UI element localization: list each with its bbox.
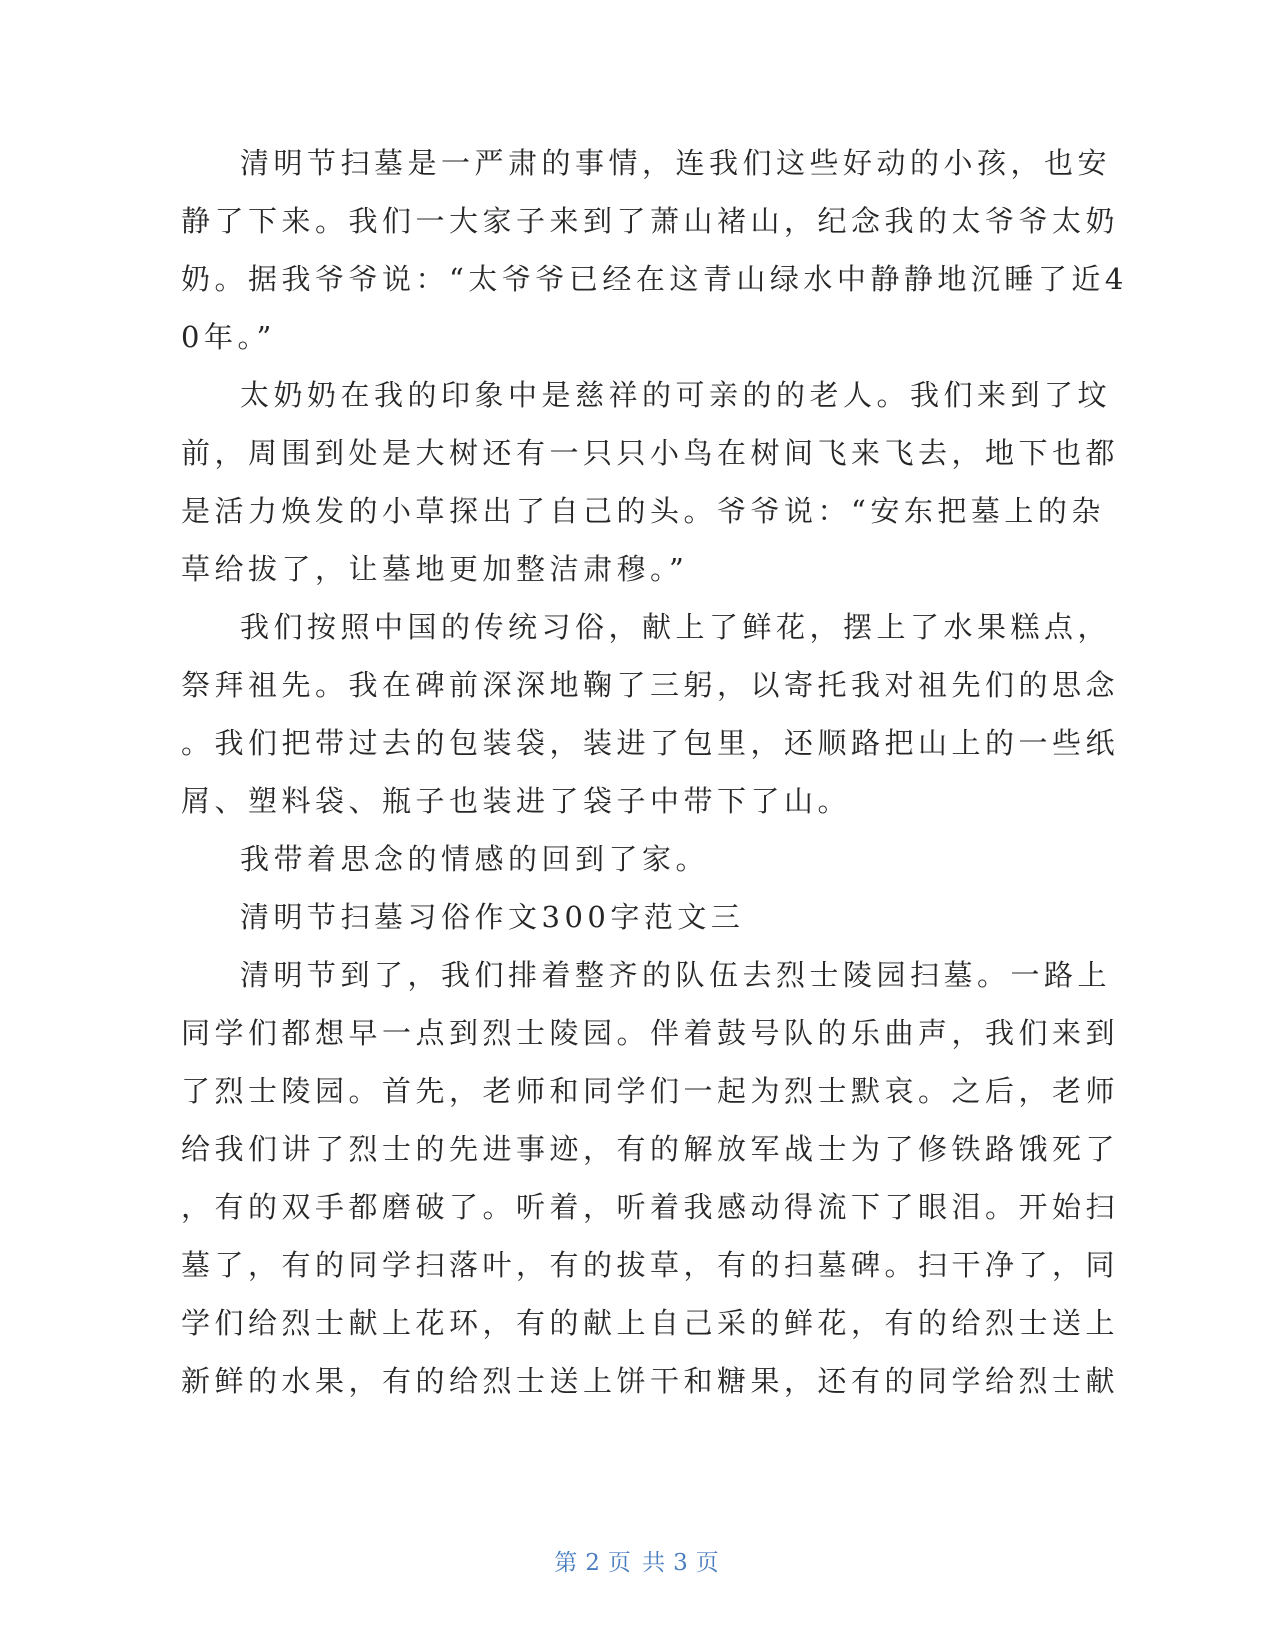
text-line: 草给拔了，让墓地更加整洁肃穆。”	[181, 552, 689, 586]
text-line: 同学们都想早一点到烈士陵园。伴着鼓号队的乐曲声，我们来到	[181, 1016, 1120, 1050]
text-line: ，有的双手都磨破了。听着，听着我感动得流下了眼泪。开始扫	[181, 1190, 1120, 1224]
text-line: 我们按照中国的传统习俗，献上了鲜花，摆上了水果糕点，	[240, 610, 1112, 644]
text-line: 0年。”	[181, 320, 276, 354]
footer-middle: 页 共	[607, 1550, 668, 1576]
text-line: 学们给烈士献上花环，有的献上自己采的鲜花，有的给烈士送上	[181, 1306, 1120, 1340]
text-line: 是活力焕发的小草探出了自己的头。爷爷说：“安东把墓上的杂	[181, 494, 1105, 528]
total-pages: 3	[673, 1550, 690, 1576]
text-line: 奶。据我爷爷说：“太爷爷已经在这青山绿水中静静地沉睡了近4	[181, 262, 1128, 296]
text-line: 太奶奶在我的印象中是慈祥的可亲的的老人。我们来到了坟	[240, 378, 1112, 412]
text-line: 给我们讲了烈士的先进事迹，有的解放军战士为了修铁路饿死了	[181, 1132, 1120, 1166]
text-line: 祭拜祖先。我在碑前深深地鞠了三躬，以寄托我对祖先们的思念	[181, 668, 1120, 702]
footer-suffix: 页	[695, 1550, 721, 1576]
text-line: 墓了，有的同学扫落叶，有的拔草，有的扫墓碑。扫干净了，同	[181, 1248, 1120, 1282]
text-line: 清明节到了，我们排着整齐的队伍去烈士陵园扫墓。一路上	[240, 958, 1112, 992]
text-line: 。我们把带过去的包装袋，装进了包里，还顺路把山上的一些纸	[181, 726, 1120, 760]
page-footer	[0, 1544, 1275, 1577]
text-line: 了烈士陵园。首先，老师和同学们一起为烈士默哀。之后，老师	[181, 1074, 1120, 1108]
text-line: 前，周围到处是大树还有一只只小鸟在树间飞来飞去，地下也都	[181, 436, 1120, 470]
text-line: 我带着思念的情感的回到了家。	[240, 842, 710, 876]
text-line: 屑、塑料袋、瓶子也装进了袋子中带下了山。	[181, 784, 852, 818]
text-line: 静了下来。我们一大家子来到了萧山褚山，纪念我的太爷爷太奶	[181, 204, 1120, 238]
text-line: 新鲜的水果，有的给烈士送上饼干和糖果，还有的同学给烈士献	[181, 1364, 1120, 1398]
footer-prefix: 第	[554, 1550, 580, 1576]
section-heading: 清明节扫墓习俗作文300字范文三	[240, 900, 745, 934]
text-line: 清明节扫墓是一严肃的事情，连我们这些好动的小孩，也安	[240, 146, 1112, 180]
current-page-number: 2	[585, 1550, 602, 1576]
